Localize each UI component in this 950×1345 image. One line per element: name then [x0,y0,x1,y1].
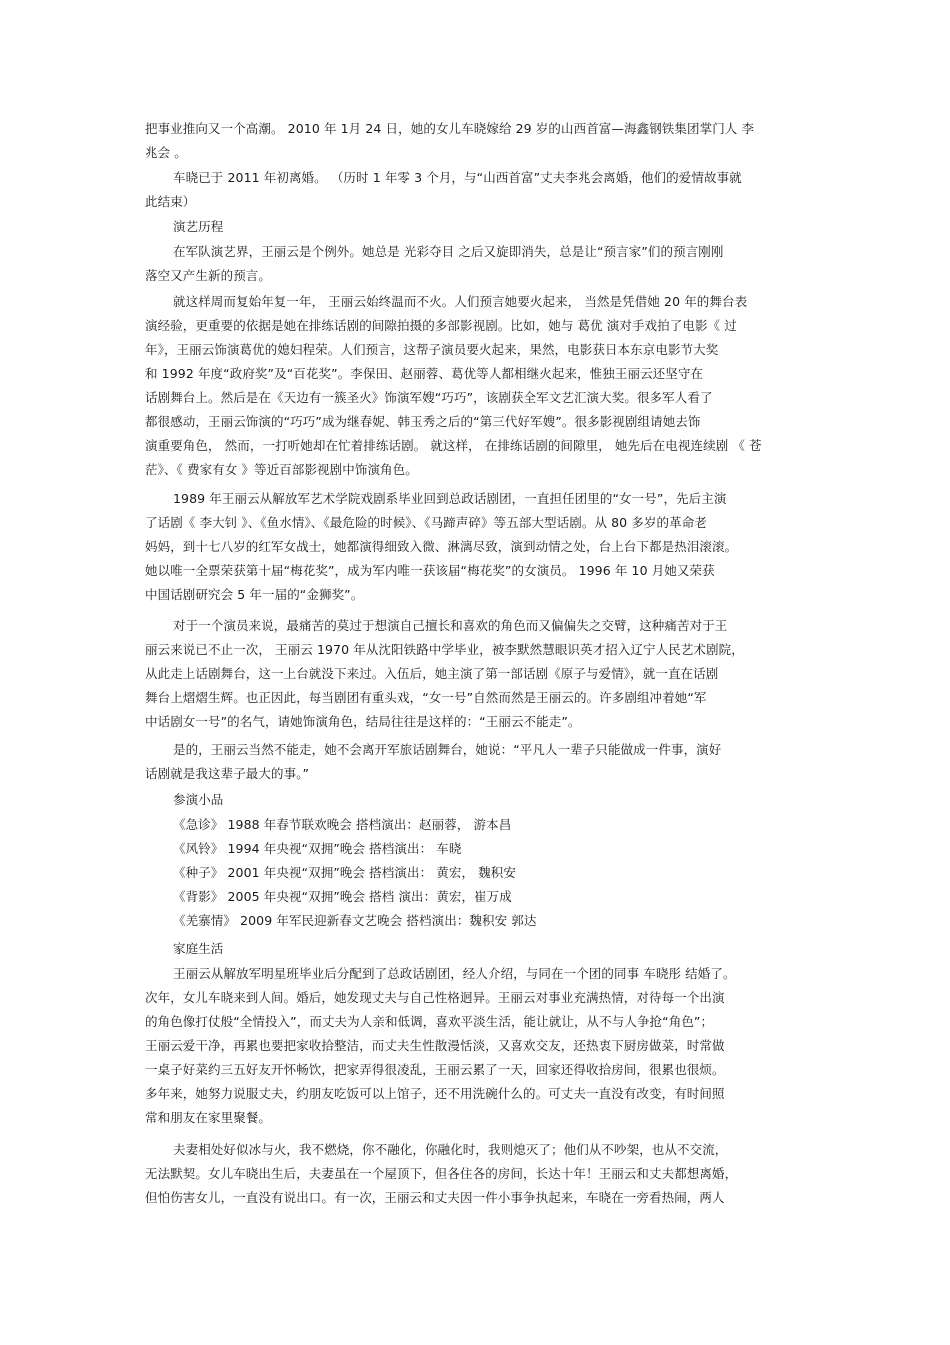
paragraph-fire-ice [145,1138,815,1210]
text-line: 家庭生活 [173,941,224,956]
text-line: 了话剧《 李大钊 》、《鱼水情》、《最危险的时候》、《马蹄声碎》等五部大型话剧。从 80 多岁的革命老 [145,515,707,530]
text-line: 王丽云爱干净，再累也要把家收拾整洁，而丈夫生性散漫恬淡，又喜欢交友，还热衷下厨房做菜，时常做 [145,1038,725,1053]
text-line: 参演小品 [173,792,224,807]
text-line: 无法默契。女儿车晓出生后，夫妻虽在一个屋顶下，但各住各的房间，长达十年！王丽云和丈夫都想离婚， [145,1166,738,1181]
text-line: 就这样周而复始年复一年， 王丽云始终温而不火。人们预言她要火起来， 当然是凭借她 20 年的舞台表 [173,294,748,309]
text-line: 兆会 。 [145,145,187,160]
text-line: 是的，王丽云当然不能走，她不会离开军旅话剧舞台，她说：“平凡人一辈子只能做成一件事，演好 [173,742,722,757]
heading-family [145,937,815,961]
text-line: 《背影》 2005 年央视“双拥”晚会 搭档 演出：黄宏，崔万成 [173,889,512,904]
text-line: 妈妈，到十七八岁的红军女战士，她都演得细致入微、淋漓尽致，演到动情之处，台上台下都是热泪滚滚。 [145,539,738,554]
text-line: 《急诊》 1988 年春节联欢晚会 搭档演出：赵丽蓉， 游本昌 [173,817,512,832]
paragraph-1989 [145,487,815,607]
text-line: 王丽云从解放军明星班毕业后分配到了总政话剧团，经人介绍，与同在一个团的同事 车晓彤 结婚了。 [173,966,736,981]
text-line: 她以唯一全票荣获第十届“梅花奖”，成为军内唯一获该届“梅花奖”的女演员。 1996 年 10 月她又荣获 [145,563,715,578]
text-line: 多年来，她努力说服丈夫，约朋友吃饭可以上馆子，还不用洗碗什么的。可丈夫一直没有改变，有时间照 [145,1086,725,1101]
text-line: 但怕伤害女儿，一直没有说出口。有一次，王丽云和丈夫因一件小事争执起来，车晓在一旁看热闹，两人 [145,1190,725,1205]
text-line: 对于一个演员来说，最痛苦的莫过于想演自己擅长和喜欢的角色而又偏偏失之交臂，这种痛苦对于王 [173,618,728,633]
text-line: 茫》、《 费家有女 》等近百部影视剧中饰演角色。 [145,462,418,477]
text-line: 常和朋友在家里聚餐。 [145,1110,272,1125]
paragraph-family [145,962,815,1130]
paragraph-acting-intro [145,240,815,288]
text-line: 夫妻相处好似冰与火，我不燃烧，你不融化，你融化时，我则熄灭了；他们从不吵架，也从不交流， [173,1142,728,1157]
text-line: 次年，女儿车晓来到人间。婚后，她发现丈夫与自己性格迥异。王丽云对事业充满热情，对待每一个出演 [145,990,725,1005]
text-line: 中国话剧研究会 5 年一届的“金狮奖”。 [145,587,364,602]
paragraph-cannot-leave [145,738,815,786]
text-line: 舞台上熠熠生辉。也正因此，每当剧团有重头戏，“女一号”自然而然是王丽云的。许多剧组冲着她“军 [145,690,707,705]
text-line: 把事业推向又一个高潮。 2010 年 1月 24 日，她的女儿车晓嫁给 29 岁的山西首富—海鑫钢铁集团掌门人 李 [145,121,755,136]
text-line: 一桌子好菜约三五好友开怀畅饮，把家弄得很凌乱，王丽云累了一天，回家还得收拾房间，很累也很烦。 [145,1062,725,1077]
paragraph-acting-years [145,290,815,482]
text-line: 1989 年王丽云从解放军艺术学院戏剧系毕业回到总政话剧团，一直担任团里的“女一号”，先后主演 [173,491,727,506]
text-line: 在军队演艺界，王丽云是个例外。她总是 光彩夺目 之后又旋即消失，总是让“预言家”们的预言刚刚 [173,244,724,259]
text-line: 车晓已于 2011 年初离婚。 （历时 1 年零 3 个月，与“山西首富”丈夫李兆会离婚，他们的爱情故事就 [173,170,742,185]
text-line: 《风铃》 1994 年央视“双拥”晚会 搭档演出： 车晓 [173,841,462,856]
text-line: 中话剧女一号”的名气，请她饰演角色，结局往往是这样的：“王丽云不能走”。 [145,714,581,729]
heading-sketches [145,788,815,812]
text-line: 《羌寨情》 2009 年军民迎新春文艺晚会 搭档演出：魏积安 郭达 [173,913,537,928]
paragraph-divorce [145,166,815,214]
text-line: 和 1992 年度“政府奖”及“百花奖”。李保田、赵丽蓉、葛优等人都相继火起来，惟独王丽云还坚守在 [145,366,704,381]
text-line: 此结束） [145,194,196,209]
text-line: 话剧就是我这辈子最大的事。” [145,766,310,781]
text-line: 丽云来说已不止一次， 王丽云 1970 年从沈阳铁路中学毕业，被李默然慧眼识英才招入辽宁人民艺术剧院， [145,642,744,657]
text-line: 落空又产生新的预言。 [145,268,272,283]
text-line: 从此走上话剧舞台，这一上台就没下来过。入伍后，她主演了第一部话剧《原子与爱情》，就一直在话剧 [145,666,719,681]
list-sketches [145,813,815,933]
text-line: 演重要角色， 然而，一打听她却在忙着排练话剧。 就这样， 在排练话剧的间隙里， 她先后在电视连续剧 《 苍 [145,438,762,453]
heading-acting-career [145,215,815,239]
paragraph-pain [145,614,815,734]
text-line: 的角色像打仗般“全情投入”，而丈夫为人亲和低调，喜欢平淡生活，能让就让，从不与人争抢“角色”； [145,1014,714,1029]
text-line: 年》，王丽云饰演葛优的媳妇程荣。人们预言，这帮子演员要火起来，果然，电影获日本东京电影节大奖 [145,342,719,357]
paragraph-marriage-daughter [145,117,815,165]
text-line: 话剧舞台上。然后是在《天边有一簇圣火》饰演军嫂“巧巧”，该剧获全军文艺汇演大奖。很多军人看了 [145,390,713,405]
text-line: 演经验，更重要的依据是她在排练话剧的间隙拍摄的多部影视剧。比如，她与 葛优 演对手戏拍了电影《 过 [145,318,737,333]
text-line: 都很感动，王丽云饰演的“巧巧”成为继春妮、韩玉秀之后的“第三代好军嫂”。很多影视剧组请她去饰 [145,414,701,429]
text-line: 演艺历程 [173,219,224,234]
text-line: 《种子》 2001 年央视“双拥”晚会 搭档演出： 黄宏， 魏积安 [173,865,516,880]
